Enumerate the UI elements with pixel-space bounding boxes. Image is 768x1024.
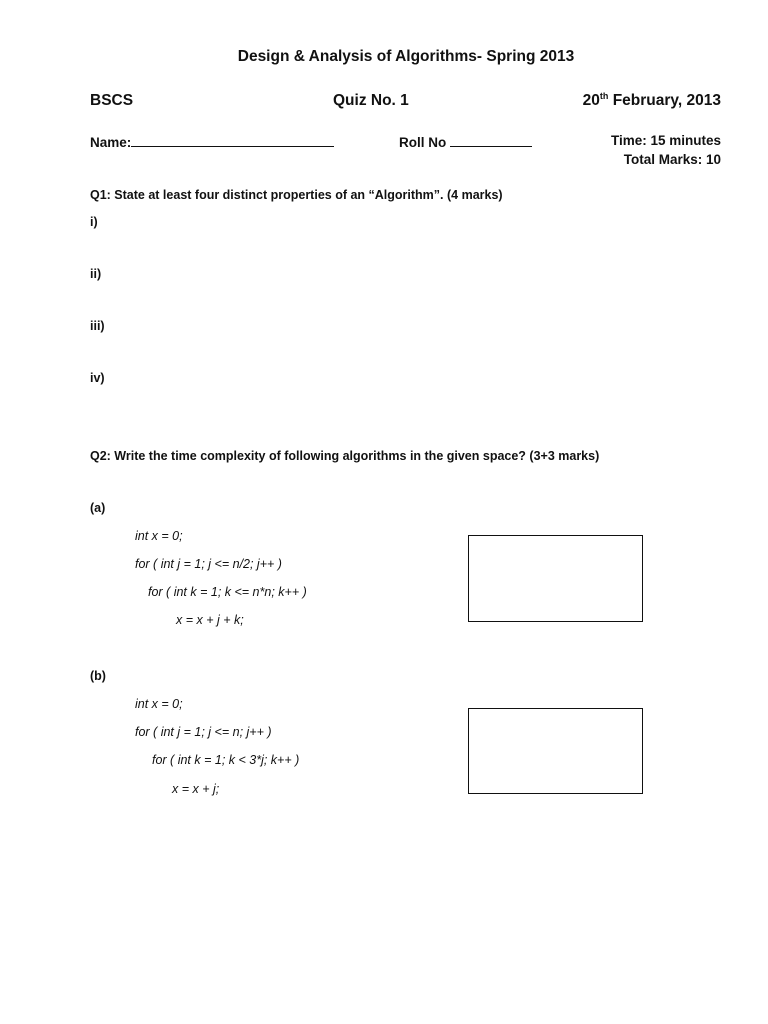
q2-text: Q2: Write the time complexity of following algorithms in the given space? (3+3 marks) xyxy=(90,449,600,463)
page-title: Design & Analysis of Algorithms- Spring 2013 xyxy=(237,48,575,65)
date-day: 20 xyxy=(582,92,600,109)
quiz-date xyxy=(583,92,721,110)
name-field[interactable] xyxy=(90,133,334,150)
name-blank[interactable] xyxy=(131,133,334,147)
q1-text: Q1: State at least four distinct properties of an “Algorithm”. (4 marks) xyxy=(90,188,503,202)
q2b-answer-box[interactable] xyxy=(468,708,643,794)
roll-field[interactable] xyxy=(399,133,532,150)
name-label: Name: xyxy=(90,135,132,150)
q2a-answer-box[interactable] xyxy=(468,535,643,622)
time-limit: Time: 15 minutes xyxy=(610,133,721,148)
q2b-line-3: for ( int k = 1; k < 3*j; k++ ) xyxy=(152,753,300,767)
q2a-line-3: for ( int k = 1; k <= n*n; k++ ) xyxy=(148,585,307,599)
date-rest: February, 2013 xyxy=(608,92,721,109)
q2b-line-4: x = x + j; xyxy=(172,782,220,796)
q2a-line-1: int x = 0; xyxy=(135,529,183,543)
roll-blank[interactable] xyxy=(450,133,532,147)
q1-item-4: iv) xyxy=(90,371,105,385)
q2a-line-2: for ( int j = 1; j <= n/2; j++ ) xyxy=(135,557,282,571)
total-marks: Total Marks: 10 xyxy=(623,152,721,167)
q2a-line-4: x = x + j + k; xyxy=(176,613,244,627)
q1-item-1: i) xyxy=(90,215,98,229)
q2a-label: (a) xyxy=(90,501,106,515)
q1-item-3: iii) xyxy=(90,319,105,333)
q2b-label: (b) xyxy=(90,669,106,683)
date-suffix: th xyxy=(599,90,609,101)
q1-item-2: ii) xyxy=(90,267,102,281)
q2b-line-2: for ( int j = 1; j <= n; j++ ) xyxy=(135,725,272,739)
q2b-line-1: int x = 0; xyxy=(135,697,183,711)
quiz-number: Quiz No. 1 xyxy=(333,92,409,109)
program-label: BSCS xyxy=(90,92,134,109)
roll-label: Roll No xyxy=(399,135,447,150)
